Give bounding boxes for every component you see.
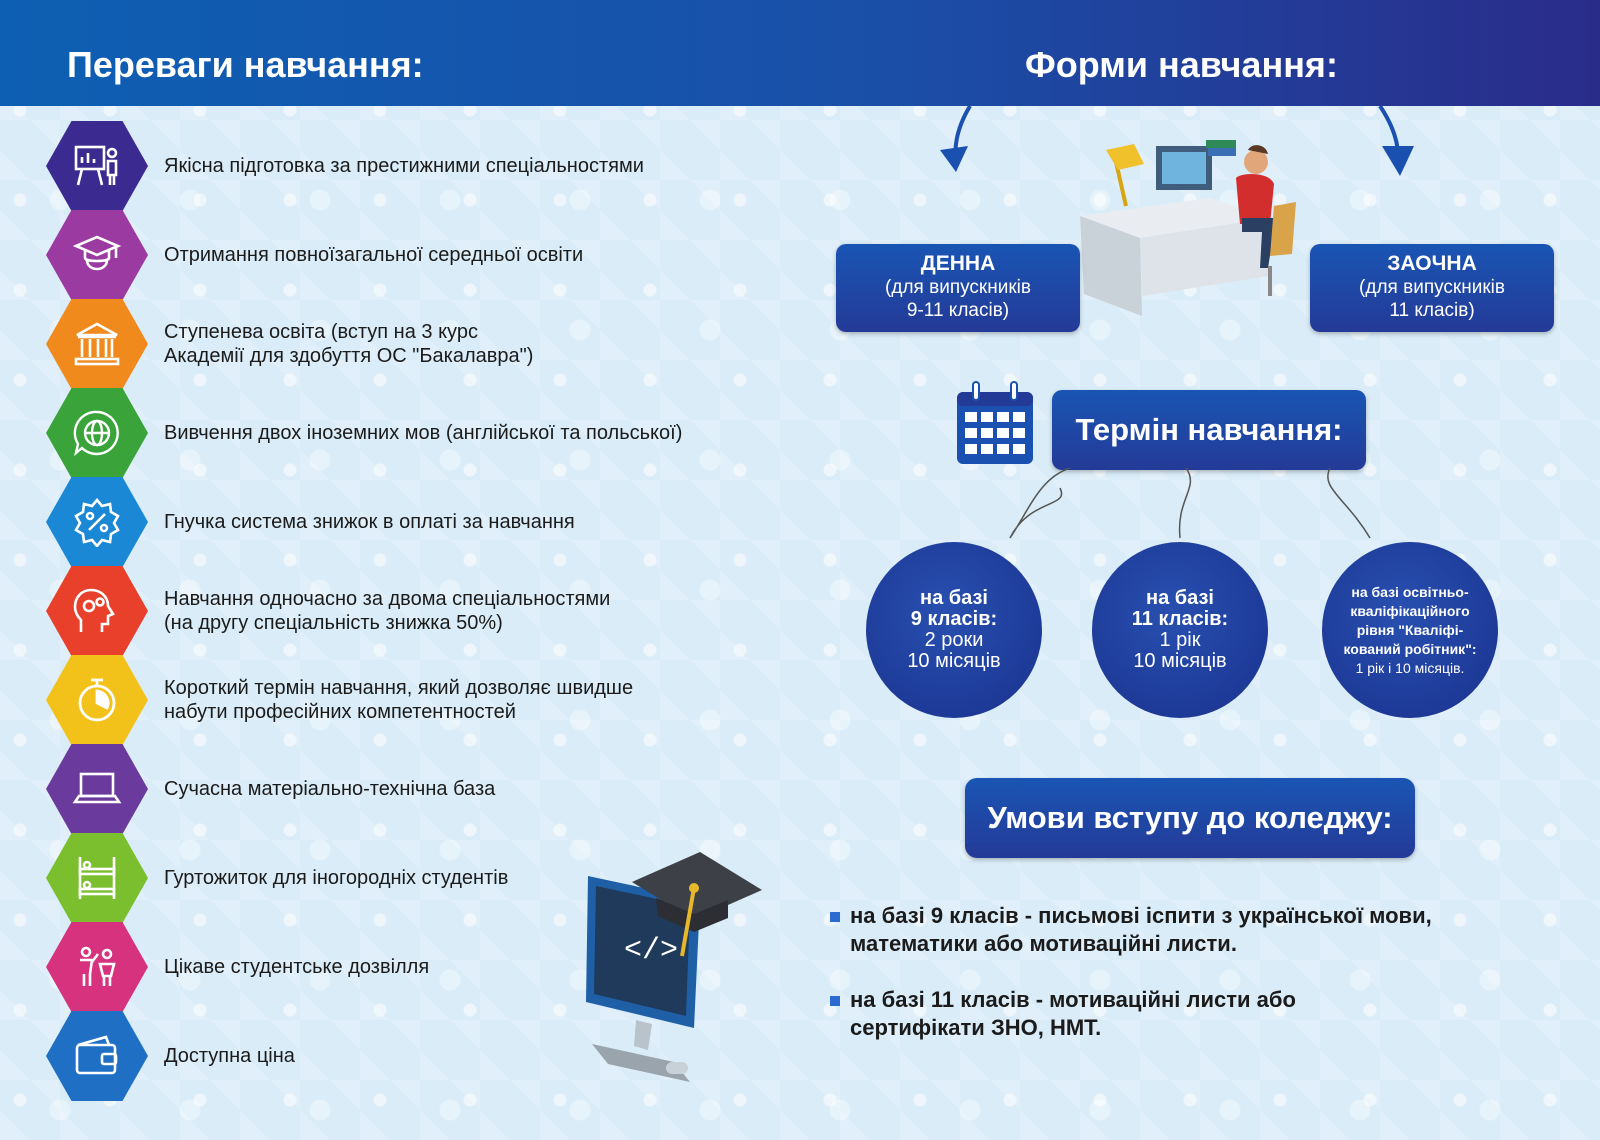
stopwatch-icon (46, 655, 148, 745)
benefit-label: Ступенева освіта (вступ на 3 курс Академії для здобуття ОС "Бакалавра") (164, 321, 534, 367)
benefit-item-equipment (46, 744, 806, 834)
condition-text: на базі 9 класів - письмові іспити з української мови, математики або мотиваційні листи. (850, 903, 1432, 956)
benefit-item-secondary-education (46, 210, 806, 300)
benefits-title: Переваги навчання: (67, 44, 424, 85)
condition-text: на базі 11 класів - мотиваційні листи або сертифікати ЗНО, НМТ. (850, 987, 1296, 1040)
form-extramural-box (1310, 244, 1554, 332)
benefit-label: Отримання повноїзагальної середньої освіти (164, 244, 584, 266)
form-day-title: ДЕННА (920, 252, 996, 275)
benefit-item-two-specialties (46, 566, 806, 656)
term-circle-9-classes (866, 542, 1042, 718)
university-building-icon (46, 299, 148, 389)
benefit-label: Гуртожиток для іногородніх студентів (164, 867, 509, 889)
header-bar (0, 0, 1600, 106)
bunk-bed-icon (46, 833, 148, 923)
condition-item-11-classes (830, 986, 1520, 1042)
benefit-label: Короткий термін навчання, який дозволяє швидше набути професійних компетентностей (164, 677, 634, 723)
term-circle-duration: 1 рік і 10 місяців. (1355, 659, 1465, 676)
term-title: Термін навчання: (1052, 390, 1366, 470)
percent-badge-icon (46, 477, 148, 567)
head-gears-icon (46, 566, 148, 656)
benefit-label: Цікаве студентське дозвілля (164, 956, 430, 978)
form-extramural-title: ЗАОЧНА (1387, 252, 1477, 275)
conditions-title: Умови вступу до коледжу: (965, 778, 1415, 858)
benefit-label: Вивчення двох іноземних мов (англійської та польської) (164, 422, 683, 444)
laptop-icon (46, 744, 148, 834)
benefit-label: Доступна ціна (164, 1045, 295, 1067)
people-leisure-icon (46, 922, 148, 1012)
bullet-icon (830, 912, 840, 922)
benefit-label: Навчання одночасно за двома спеціальностями (на другу спеціальність знижка 50%) (164, 588, 611, 634)
form-day-box (836, 244, 1080, 332)
term-circle-duration: 1 рік 10 місяців (1133, 629, 1227, 672)
benefit-label: Гнучка система знижок в оплаті за навчання (164, 511, 575, 533)
benefit-item-languages (46, 388, 806, 478)
condition-item-9-classes (830, 902, 1520, 958)
form-extramural-subtitle: (для випускників 11 класів) (1359, 277, 1505, 321)
benefit-label: Якісна підготовка за престижними спеціальностями (164, 155, 644, 177)
term-circle-heading: на базі освітньо- кваліфікаційного рівня "Кваліфі- кований робітник": (1343, 583, 1477, 657)
calendar-icon (955, 378, 1035, 468)
forms-title: Форми навчання: (1025, 44, 1338, 85)
benefit-label: Сучасна матеріально-технічна база (164, 778, 496, 800)
term-circle-qualified-worker (1322, 542, 1498, 718)
term-circle-11-classes (1092, 542, 1268, 718)
graduate-student-icon (46, 210, 148, 300)
benefit-item-quality (46, 121, 806, 211)
bullet-icon (830, 996, 840, 1006)
benefit-item-discounts (46, 477, 806, 567)
benefit-item-short-term (46, 655, 806, 745)
benefit-item-bachelor (46, 299, 806, 389)
form-day-subtitle: (для випускників 9-11 класів) (885, 277, 1031, 321)
svg-text:</>: </> (624, 934, 679, 968)
computer-graduation-illustration (582, 852, 772, 1088)
term-circle-heading: на базі 11 класів: (1131, 587, 1229, 630)
term-circle-duration: 2 роки 10 місяців (907, 629, 1001, 672)
globe-chat-icon (46, 388, 148, 478)
term-circle-heading: на базі 9 класів: (910, 587, 998, 630)
term-connectors (990, 468, 1390, 548)
presentation-teacher-icon (46, 121, 148, 211)
wallet-icon (46, 1011, 148, 1101)
